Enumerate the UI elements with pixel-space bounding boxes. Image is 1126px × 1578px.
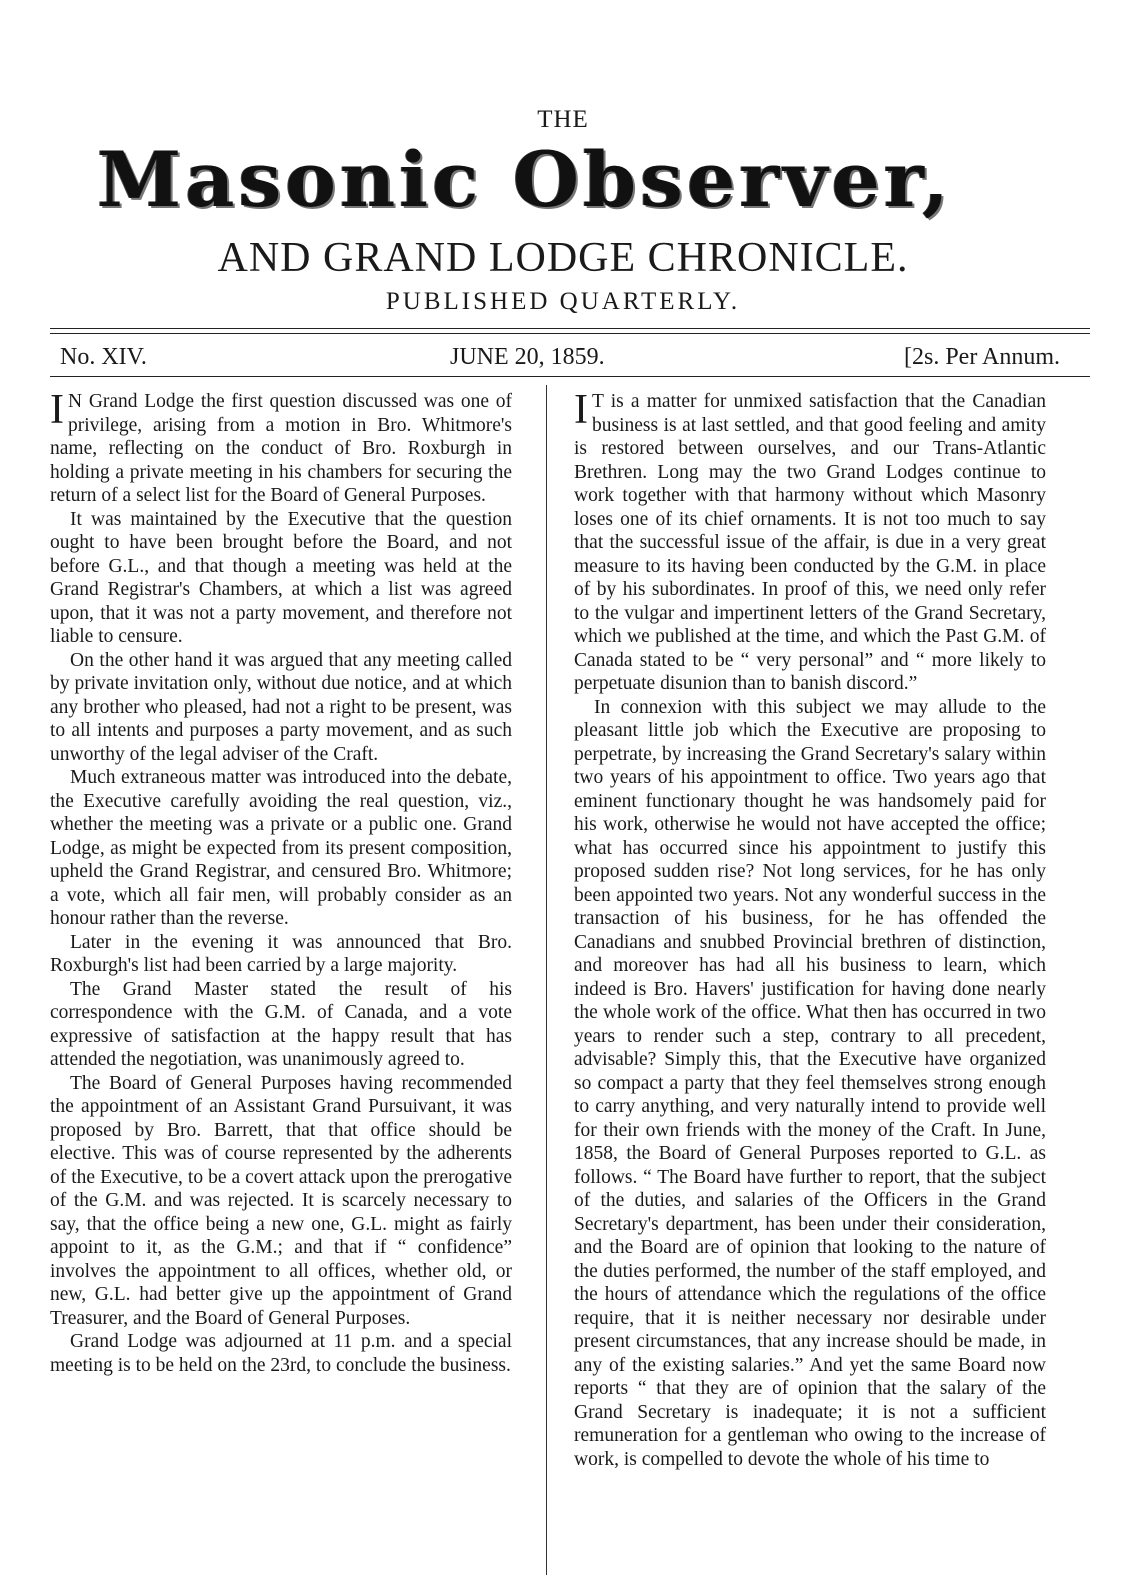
column-divider xyxy=(546,385,547,1575)
dropcap-right: I xyxy=(574,387,588,433)
masthead-title: Masonic Observer, xyxy=(97,135,953,224)
left-paragraph-8: Grand Lodge was adjourned at 11 p.m. and a special meeting is to be held on the 23rd, to conclude the business. xyxy=(50,1331,512,1376)
left-paragraph-4: Much extraneous matter was introduced into the debate, the Executive carefully avoiding the real question, viz., whether the meeting was a private or a public one. Grand Lodge, as might be expected from its present composition, upheld the Grand Registrar, and censured Bro. Whitmore; a vote, which all fair men, will probably consider as an honour rather than the reverse. xyxy=(50,767,512,929)
left-paragraph-7: The Board of General Purposes having recommended the appointment of an Assistant Grand Pursuivant, it was proposed by Bro. Barrett, that that office should be elective. This was of course represented by the adherents of the Executive, to be a covert attack upon the prerogative of the G.M. and was rejected. It is scarcely necessary to say, that the office being a new one, G.L. might as fairly appoint to it, as the G.M.; and that if “ confidence” involves the appointment to all offices, whether old, or new, G.L. had better give up the appointment of Grand Treasurer, and the Board of General Purposes. xyxy=(50,1072,512,1329)
left-paragraph-2: It was maintained by the Executive that the question ought to have been brought before the Board, and not before G.L., and that though a meeting was held at the Grand Registrar's Chambers, at which a list was agreed upon, that it was not a party movement, and therefore not liable to censure. xyxy=(50,508,512,647)
right-column xyxy=(574,387,1046,1471)
issue-number: No. XIV. xyxy=(60,344,147,370)
left-paragraph-6: The Grand Master stated the result of his correspondence with the G.M. of Canada, and a vote expressive of satisfaction at the happy result that has attended the negotiation, was unanimously agreed to. xyxy=(50,978,512,1070)
masthead-subtitle: AND GRAND LODGE CHRONICLE. xyxy=(217,235,909,281)
masthead-the: THE xyxy=(537,106,589,133)
issue-date: JUNE 20, 1859. xyxy=(450,344,605,370)
header-rule-bottom xyxy=(50,376,1090,377)
dropcap-left: I xyxy=(50,387,64,433)
left-column xyxy=(50,387,512,1377)
masthead-frequency: PUBLISHED QUARTERLY. xyxy=(385,288,741,315)
issue-line xyxy=(60,344,1080,376)
left-paragraph-3: On the other hand it was argued that any meeting called by private invitation only, without due notice, and at which any brother who pleased, had not a right to be present, was to all intents and purposes a party movement, and as such unworthy of the legal adviser of the Craft. xyxy=(50,649,512,765)
right-paragraph-2: In connexion with this subject we may allude to the pleasant little job which the Executive are proposing to perpetrate, by increasing the Grand Secretary's salary within two years of his appointment to office. Two years ago that eminent functionary thought he was handsomely paid for his work, otherwise he would not have accepted the office; what has occurred since his appointment to justify this proposed sudden rise? Not long services, for he has only been appointed two years. Not any wonderful success in the transaction of his business, for he has offended the Canadians and snubbed Provincial brethren of distinction, and moreover has had all his business to learn, which indeed is Bro. Havers' justification for having done nearly the whole work of the office. What then has occurred in two years to render such a step, contrary to all precedent, advisable? Simply this, that the Executive have organized so compact a party that they feel themselves strong enough to carry anything, and very naturally intend to provide well for their own friends with the money of the Craft. In June, 1858, the Board of General Purposes reported to G.L. as follows. “ The Board have further to report, that the subject of the duties, and salaries of the Officers in the Grand Secretary's department, has been under their consideration, and the Board are of opinion that looking to the nature of the duties performed, the number of the staff employed, and the hours of attendance which the regulations of the office require, that it is neither necessary nor desirable under present circumstances, that any increase should be made, in any of the existing salaries.” And yet the same Board now reports “ that they are of opinion that the salary of the Grand Secretary is inadequate; it is not a sufficient remuneration for a gentleman who owing to the increase of work, is compelled to devote the whole of his time to xyxy=(574,696,1046,1470)
header-rule-top xyxy=(50,328,1090,329)
left-paragraph-1: I N Grand Lodge the first question discussed was one of privilege, arising from a motion in Bro. Whitmore's name, reflecting on the conduct of Bro. Roxburgh in holding a private meeting in his chambers for securing the return of a select list for the Board of General Purposes. xyxy=(50,387,512,506)
left-paragraph-5: Later in the evening it was announced that Bro. Roxburgh's list had been carried by a large majority. xyxy=(50,931,512,976)
issue-price: [2s. Per Annum. xyxy=(904,344,1060,370)
right-paragraph-1: I T is a matter for unmixed satisfaction that the Canadian business is at last settled, and that good feeling and amity is restored between ourselves, and our Trans-Atlantic Brethren. Long may the two Grand Lodges continue to work together with that harmony without which Masonry loses one of its chief ornaments. It is not too much to say that the successful issue of the affair, is due in a very great measure to its having been conducted by the G.M. in place of by his subordinates. In proof of this, we need only refer to the vulgar and impertinent letters of the Grand Secretary, which we published at the time, and which the Past G.M. of Canada stated to be “ very personal” and “ more likely to perpetuate disunion than to banish discord.” xyxy=(574,387,1046,694)
header-rule-second xyxy=(50,333,1090,334)
